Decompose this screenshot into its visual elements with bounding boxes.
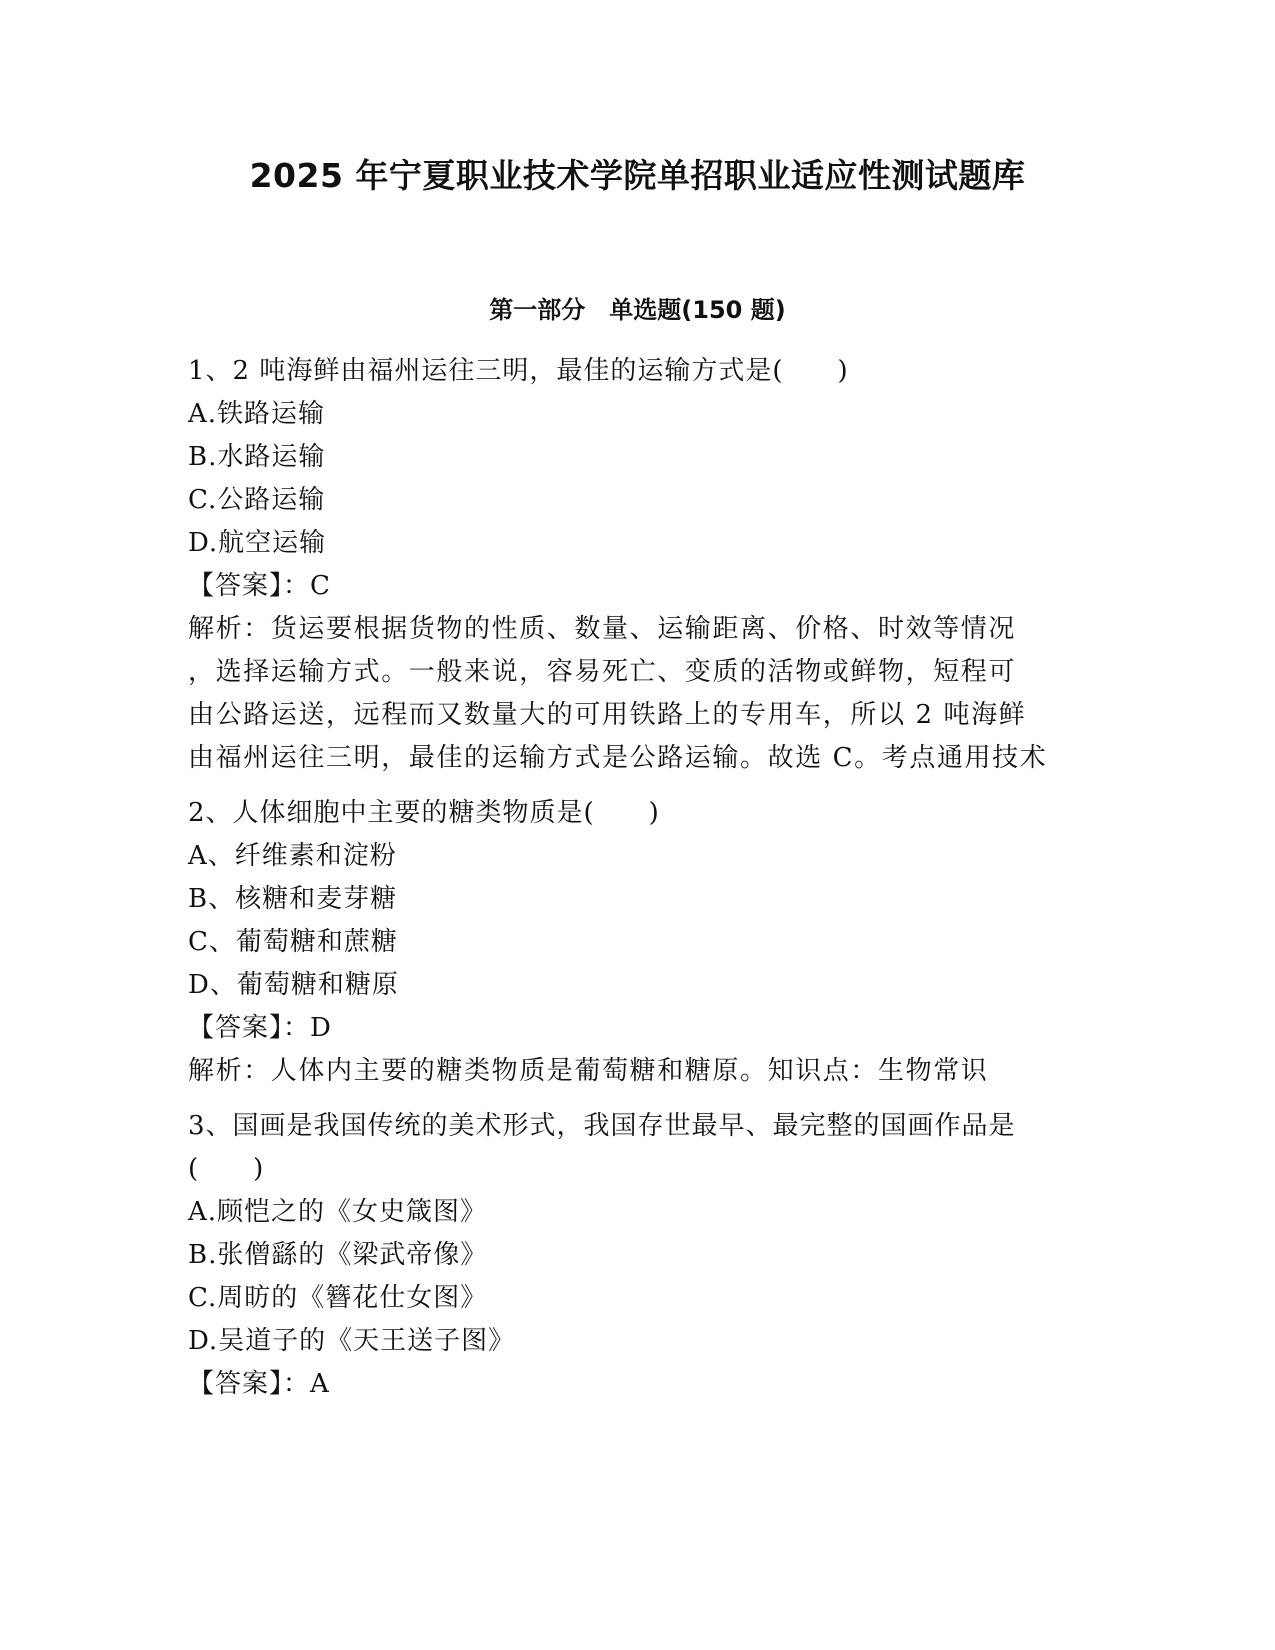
option-d: D.航空运输 bbox=[188, 528, 327, 558]
option-a: A.顾恺之的《女史箴图》 bbox=[188, 1197, 488, 1227]
section-title: 第一部分 单选题(150 题) bbox=[489, 296, 786, 324]
question-1 bbox=[188, 350, 1088, 780]
question-stem-continued: ( ) bbox=[188, 1154, 265, 1184]
option-a: A.铁路运输 bbox=[188, 399, 326, 429]
analysis-line: 解析：货运要根据货物的性质、数量、运输距离、价格、时效等情况 bbox=[188, 614, 1017, 644]
question-stem: 3、国画是我国传统的美术形式，我国存世最早、最完整的国画作品是 bbox=[188, 1111, 1016, 1141]
option-b: B.水路运输 bbox=[188, 442, 326, 472]
option-b: B、核糖和麦芽糖 bbox=[188, 884, 398, 914]
question-2 bbox=[188, 792, 1088, 1093]
option-c: C.周昉的《簪花仕女图》 bbox=[188, 1283, 488, 1313]
option-d: D.吴道子的《天王送子图》 bbox=[188, 1326, 516, 1356]
option-c: C.公路运输 bbox=[188, 485, 326, 515]
analysis-line: 由福州运往三明，最佳的运输方式是公路运输。故选 C。考点通用技术 bbox=[188, 743, 1048, 773]
answer: 【答案】：D bbox=[188, 1013, 332, 1043]
option-c: C、葡萄糖和蔗糖 bbox=[188, 927, 398, 957]
analysis-line: 由公路运送，远程而又数量大的可用铁路上的专用车，所以 2 吨海鲜 bbox=[188, 700, 1027, 730]
question-stem: 2、人体细胞中主要的糖类物质是( ) bbox=[188, 798, 660, 828]
analysis-line: ，选择运输方式。一般来说，容易死亡、变质的活物或鲜物，短程可 bbox=[188, 657, 1017, 687]
option-b: B.张僧繇的《梁武帝像》 bbox=[188, 1240, 488, 1270]
question-list bbox=[188, 350, 1088, 1418]
option-a: A、纤维素和淀粉 bbox=[188, 841, 397, 871]
analysis-line: 解析：人体内主要的糖类物质是葡萄糖和糖原。知识点：生物常识 bbox=[188, 1056, 989, 1086]
question-3 bbox=[188, 1105, 1088, 1406]
answer: 【答案】：A bbox=[188, 1369, 330, 1399]
option-d: D、葡萄糖和糖原 bbox=[188, 970, 399, 1000]
question-stem: 1、2 吨海鲜由福州运往三明，最佳的运输方式是( ) bbox=[188, 356, 849, 386]
document-title: 2025 年宁夏职业技术学院单招职业适应性测试题库 bbox=[249, 156, 1026, 195]
answer: 【答案】：C bbox=[188, 571, 331, 601]
analysis bbox=[188, 608, 1088, 780]
analysis bbox=[188, 1050, 1088, 1093]
